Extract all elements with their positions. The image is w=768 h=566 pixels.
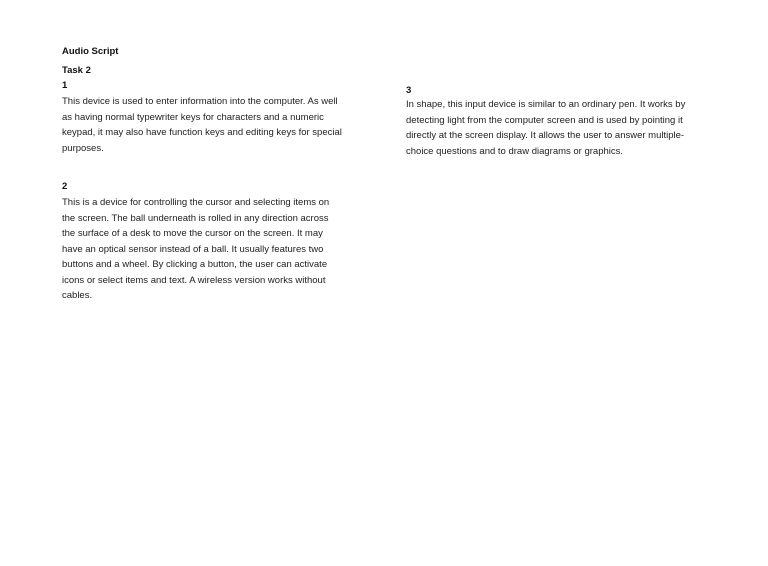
item-paragraph: In shape, this input device is similar to an ordinary pen. It works by detecting light from the computer screen and is used by pointing it directly at the screen display. It allows the user to answer multiple-choice questions and to draw diagrams or graphics.: [406, 99, 686, 157]
document-title: Audio Script: [62, 46, 119, 57]
item-number: 3: [406, 85, 412, 96]
item-paragraph: This device is used to enter information into the computer. As well as having normal typewriter keys for characters and a numeric keypad, it may also have function keys and editing keys for special purposes.: [62, 96, 342, 154]
item-number: 2: [62, 181, 68, 192]
task-title: Task 2: [62, 65, 91, 76]
item-number: 1: [62, 80, 68, 91]
item-paragraph: This is a device for controlling the cursor and selecting items on the screen. The ball underneath is rolled in any direction across the surface of a desk to move the cursor on the screen. It may have an optical sensor instead of a ball. It usually features two buttons and a wheel. By clicking a button, the user can activate icons or select items and text. A wireless version works without cables.: [62, 197, 330, 301]
